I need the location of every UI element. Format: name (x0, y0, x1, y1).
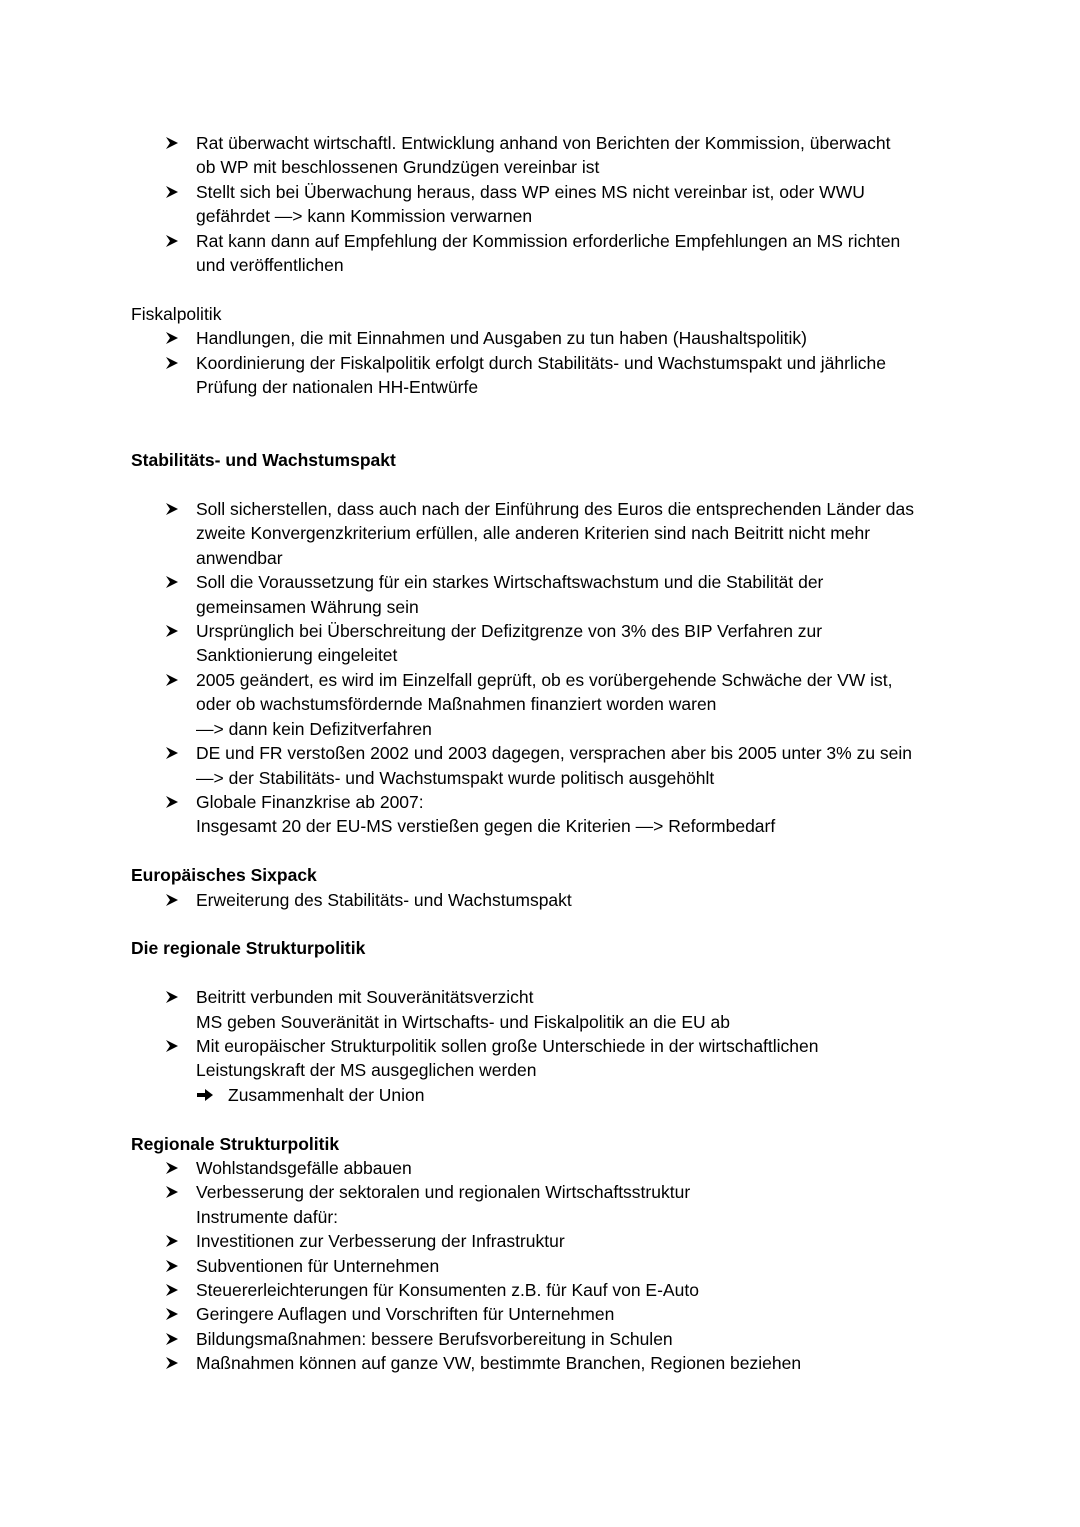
arrowhead-bullet-icon (164, 229, 184, 253)
sub-point (196, 1083, 951, 1107)
list-item-text: Sanktionierung eingeleitet (196, 645, 398, 666)
list-item-text: Mit europäischer Strukturpolitik sollen große Unterschiede in der wirtschaftlichen (196, 1035, 819, 1056)
die-regionale-strukturpolitik-list (131, 985, 951, 1107)
arrowhead-bullet-icon (164, 888, 184, 912)
section-heading-stabilitaetspakt: Stabilitäts- und Wachstumspakt (131, 450, 396, 471)
stabilitaetspakt-list (131, 497, 951, 839)
arrowhead-bullet-icon (164, 497, 184, 521)
list-item-text: Globale Finanzkrise ab 2007: (196, 791, 424, 812)
list-item-text: Maßnahmen können auf ganze VW, bestimmte Branchen, Regionen beziehen (196, 1353, 802, 1374)
list-item-text: Ursprünglich bei Überschreitung der Defizitgrenze von 3% des BIP Verfahren zur (196, 621, 823, 642)
arrowhead-bullet-icon (164, 1180, 184, 1204)
list-item-text: Rat kann dann auf Empfehlung der Kommission erforderliche Empfehlungen an MS richten (196, 230, 901, 251)
right-arrow-icon (196, 1083, 214, 1107)
sixpack-list (131, 888, 951, 912)
list-item-text: Investitionen zur Verbesserung der Infrastruktur (196, 1231, 565, 1252)
list-item (131, 351, 951, 400)
section-heading-fiskalpolitik: Fiskalpolitik (131, 303, 222, 324)
list-item (131, 619, 951, 668)
arrowhead-bullet-icon (164, 1254, 184, 1278)
arrowhead-bullet-icon (164, 1229, 184, 1253)
arrowhead-bullet-icon (164, 131, 184, 155)
list-item-text: Bildungsmaßnahmen: bessere Berufsvorbereitung in Schulen (196, 1328, 673, 1349)
list-item-text: und veröffentlichen (196, 255, 344, 276)
list-item-text: —> dann kein Defizitverfahren (196, 718, 432, 739)
section-heading-die-regionale-strukturpolitik: Die regionale Strukturpolitik (131, 938, 366, 959)
list-item-text: Erweiterung des Stabilitäts- und Wachstumspakt (196, 889, 572, 910)
list-item-text: Soll sicherstellen, dass auch nach der Einführung des Euros die entsprechenden Länder das (196, 499, 914, 520)
list-item (131, 570, 951, 619)
list-item (131, 131, 951, 180)
list-item (131, 1156, 951, 1180)
list-item (131, 1327, 951, 1351)
fiskalpolitik-list (131, 326, 951, 399)
arrowhead-bullet-icon (164, 570, 184, 594)
list-item (131, 1034, 951, 1107)
arrowhead-bullet-icon (164, 326, 184, 350)
arrowhead-bullet-icon (164, 985, 184, 1009)
list-item (131, 1254, 951, 1278)
list-item (131, 180, 951, 229)
list-item (131, 668, 951, 741)
list-item-text: Instrumente dafür: (196, 1206, 339, 1227)
sub-point-text: Zusammenhalt der Union (228, 1084, 425, 1105)
list-item (131, 1302, 951, 1326)
list-item-text: Stellt sich bei Überwachung heraus, dass WP eines MS nicht vereinbar ist, oder WWU (196, 181, 865, 202)
list-item-text: Verbesserung der sektoralen und regionalen Wirtschaftsstruktur (196, 1182, 691, 1203)
arrowhead-bullet-icon (164, 790, 184, 814)
list-item-text: —> der Stabilitäts- und Wachstumspakt wurde politisch ausgehöhlt (196, 767, 715, 788)
list-item (131, 326, 951, 350)
list-item-text: zweite Konvergenzkriterium erfüllen, alle anderen Kriterien sind nach Beitritt nicht mehr (196, 523, 871, 544)
list-item (131, 1278, 951, 1302)
arrowhead-bullet-icon (164, 180, 184, 204)
intro-list (131, 131, 951, 277)
list-item-text: Subventionen für Unternehmen (196, 1255, 440, 1276)
list-item-text: Rat überwacht wirtschaftl. Entwicklung anhand von Berichten der Kommission, überwacht (196, 133, 891, 153)
list-item (131, 888, 951, 912)
document-content (131, 131, 951, 1376)
list-item (131, 1351, 951, 1375)
arrowhead-bullet-icon (164, 619, 184, 643)
list-item-text: gemeinsamen Währung sein (196, 596, 419, 617)
arrowhead-bullet-icon (164, 1351, 184, 1375)
list-item (131, 985, 951, 1034)
list-item-text: anwendbar (196, 547, 283, 568)
list-item-text: Insgesamt 20 der EU-MS verstießen gegen die Kriterien —> Reformbedarf (196, 816, 776, 837)
list-item (131, 1229, 951, 1253)
list-item-text: Prüfung der nationalen HH-Entwürfe (196, 377, 479, 398)
list-item (131, 790, 951, 839)
list-item-text: Leistungskraft der MS ausgeglichen werden (196, 1060, 537, 1081)
list-item-text: gefährdet —> kann Kommission verwarnen (196, 206, 533, 227)
arrowhead-bullet-icon (164, 1034, 184, 1058)
list-item-text: oder ob wachstumsfördernde Maßnahmen finanziert worden waren (196, 694, 717, 715)
arrowhead-bullet-icon (164, 741, 184, 765)
list-item-text: Koordinierung der Fiskalpolitik erfolgt durch Stabilitäts- und Wachstumspakt und jährliche (196, 352, 886, 373)
arrowhead-bullet-icon (164, 668, 184, 692)
regionale-strukturpolitik-list (131, 1156, 951, 1376)
list-item-text: Beitritt verbunden mit Souveränitätsverzicht (196, 987, 534, 1008)
arrowhead-bullet-icon (164, 351, 184, 375)
list-item (131, 497, 951, 570)
section-heading-sixpack: Europäisches Sixpack (131, 865, 317, 886)
list-item (131, 229, 951, 278)
list-item-text: Soll die Voraussetzung für ein starkes Wirtschaftswachstum und die Stabilität der (196, 572, 824, 593)
arrowhead-bullet-icon (164, 1327, 184, 1351)
list-item-text: Wohlstandsgefälle abbauen (196, 1157, 412, 1178)
section-heading-regionale-strukturpolitik: Regionale Strukturpolitik (131, 1133, 340, 1154)
list-item-text: Handlungen, die mit Einnahmen und Ausgaben zu tun haben (Haushaltspolitik) (196, 328, 807, 349)
arrowhead-bullet-icon (164, 1302, 184, 1326)
list-item (131, 1180, 951, 1229)
arrowhead-bullet-icon (164, 1278, 184, 1302)
list-item (131, 741, 951, 790)
arrowhead-bullet-icon (164, 1156, 184, 1180)
list-item-text: Geringere Auflagen und Vorschriften für Unternehmen (196, 1304, 615, 1325)
list-item-text: 2005 geändert, es wird im Einzelfall geprüft, ob es vorübergehende Schwäche der VW ist, (196, 669, 893, 690)
list-item-text: ob WP mit beschlossenen Grundzügen vereinbar ist (196, 157, 600, 178)
list-item-text: DE und FR verstoßen 2002 und 2003 dagegen, versprachen aber bis 2005 unter 3% zu sein (196, 743, 913, 764)
list-item-text: Steuererleichterungen für Konsumenten z.B. für Kauf von E-Auto (196, 1279, 699, 1300)
list-item-text: MS geben Souveränität in Wirtschafts- und Fiskalpolitik an die EU ab (196, 1011, 731, 1032)
